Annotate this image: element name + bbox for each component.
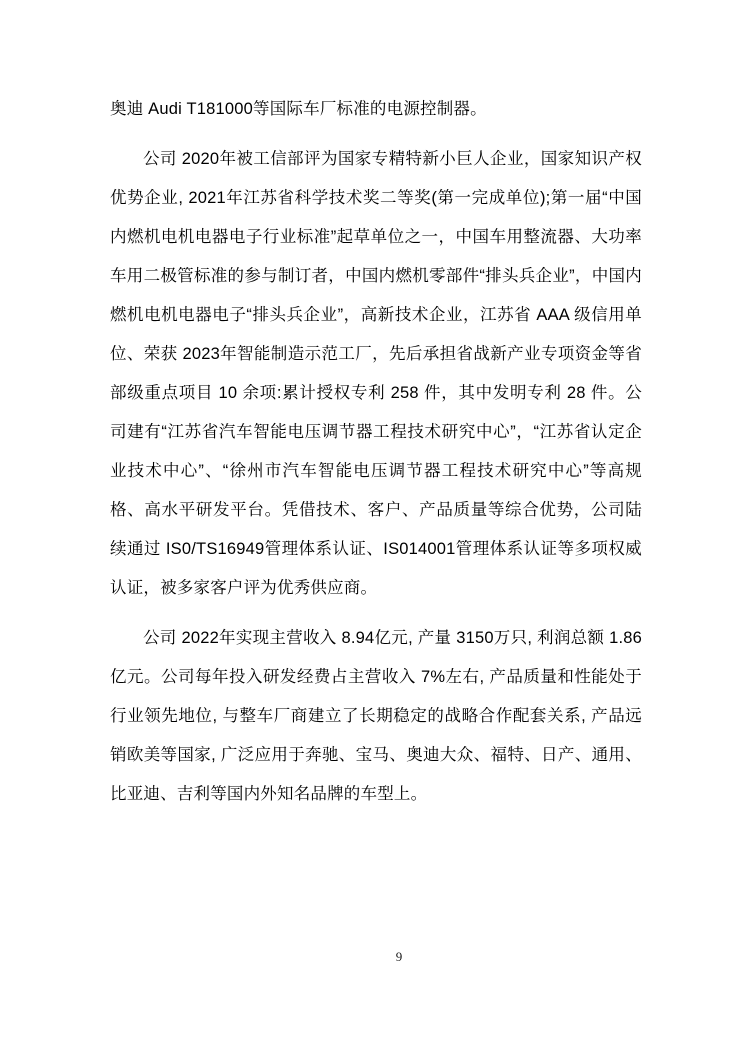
page-body: [110, 90, 642, 814]
page-number: 9: [395, 949, 403, 964]
paragraph-company-honors: 公司 2020年被工信部评为国家专精特新小巨人企业，国家知识产权优势企业, 2021年江苏省科学技术奖二等奖(第一完成单位);第一届“中国内燃机电机电器电子行业标准”起草单位之一，中国车用整流器、大功率车用二极管标准的参与制订者，中国内燃机零部件“排头兵企业”，中国内燃机电机电器电子“排头兵企业”，高新技术企业，江苏省 AAA 级信用单位、荣获 2023年智能制造示范工厂，先后承担省战新产业专项资金等省部级重点项目 10 余项:累计授权专利 258 件，其中发明专利 28 件。公司建有“江苏省汽车智能电压调节器工程技术研究中心”，“江苏省认定企业技术中心”、“徐州市汽车智能电压调节器工程技术研究中心”等高规格、高水平研发平台。凭借技术、客户、产品质量等综合优势，公司陆续通过 IS0/TS16949管理体系认证、IS014001管理体系认证等多项权威认证，被多家客户评为优秀供应商。: [110, 150, 642, 597]
paragraph-2022-results: 公司 2022年实现主营收入 8.94亿元, 产量 3150万只, 利润总额 1.86亿元。公司每年投入研发经费占主营收入 7%左右, 产品质量和性能处于行业领先地位, 与整车厂商建立了长期稳定的战略合作配套关系, 产品远销欧美等国家, 广泛应用于奔驰、宝马、奥迪大众、福特、日产、通用、比亚迪、吉利等国内外知名品牌的车型上。: [110, 629, 642, 803]
paragraph-power-controller: 奥迪 Audi T181000等国际车厂标准的电源控制器。: [110, 100, 487, 118]
page-footer: [24, 948, 750, 966]
